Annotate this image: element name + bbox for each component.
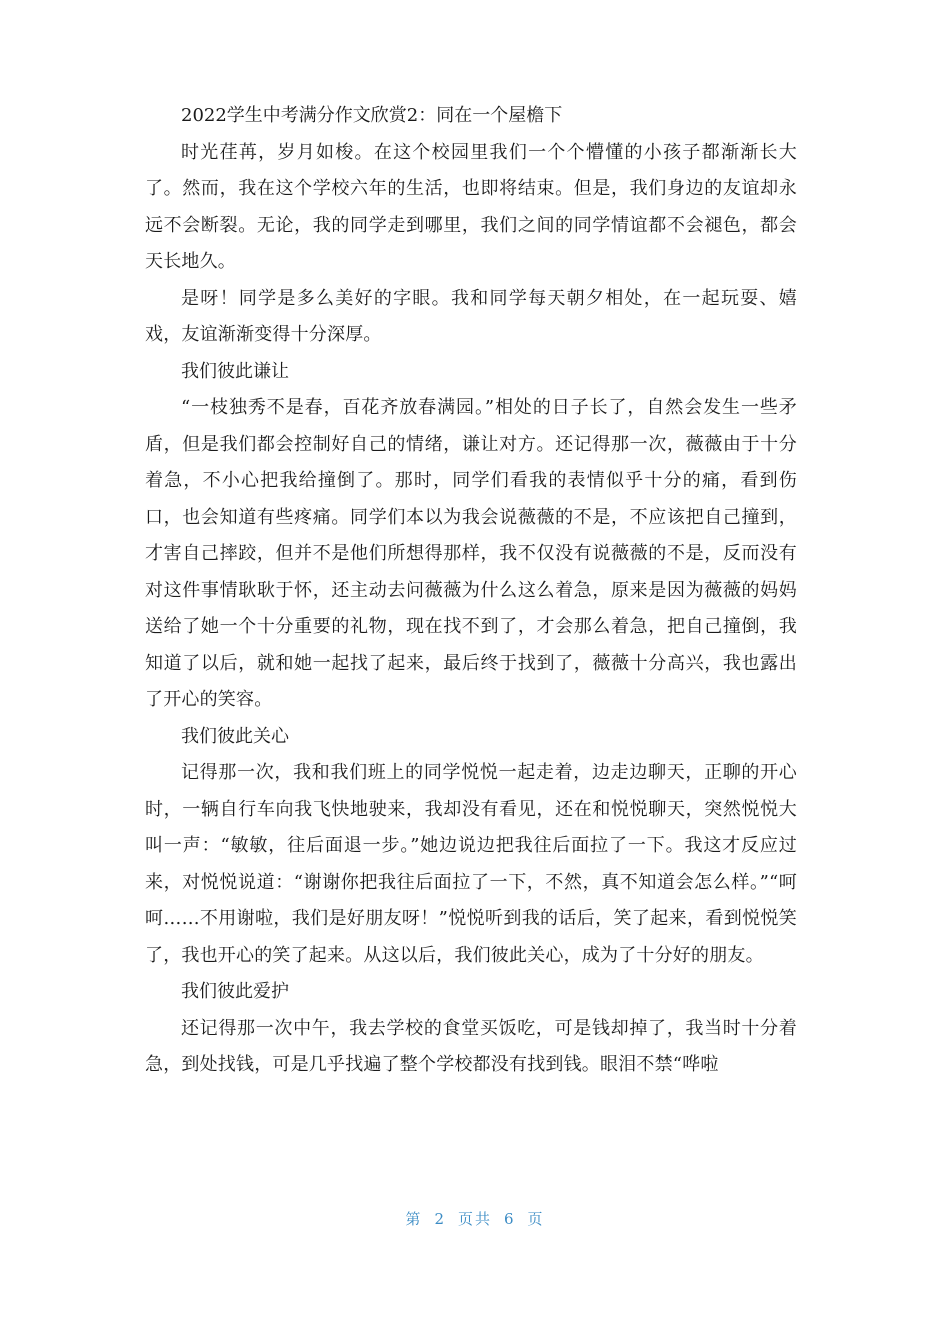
section-heading-modesty: 我们彼此谦让 [181, 360, 289, 382]
document-body [145, 98, 797, 1084]
footer-total-pages: 6 [504, 1210, 516, 1228]
footer-label-of: 页共 [457, 1210, 492, 1228]
page-footer [0, 1208, 950, 1229]
footer-label-end: 页 [527, 1210, 545, 1228]
section-body-protect: 还记得那一次中午，我去学校的食堂买饭吃，可是钱却掉了，我当时十分着急，到处找钱，可是几乎找遍了整个学校都没有找到钱。眼泪不禁“哗啦 [145, 1017, 797, 1075]
footer-current-page: 2 [434, 1210, 446, 1228]
paragraph-intro: 时光荏苒，岁月如梭。在这个校园里我们一个个懵懂的小孩子都渐渐长大了。然而，我在这个学校六年的生活，也即将结束。但是，我们身边的友谊却永远不会断裂。无论，我的同学走到哪里，我们之间的同学情谊都不会褪色，都会天长地久。 [145, 141, 797, 272]
section-body-modesty: “一枝独秀不是春，百花齐放春满园。”相处的日子长了，自然会发生一些矛盾，但是我们都会控制好自己的情绪，谦让对方。还记得那一次，薇薇由于十分着急，不小心把我给撞倒了。那时，同学们看我的表情似乎十分的痛，看到伤口，也会知道有些疼痛。同学们本以为我会说薇薇的不是，不应该把自己撞到，才害自己摔跤，但并不是他们所想得那样，我不仅没有说薇薇的不是，反而没有对这件事情耿耿于怀，还主动去问薇薇为什么这么着急，原来是因为薇薇的妈妈送给了她一个十分重要的礼物，现在找不到了，才会那么着急，把自己撞倒，我知道了以后，就和她一起找了起来，最后终于找到了，薇薇十分高兴，我也露出了开心的笑容。 [145, 397, 797, 710]
paragraph-friendship: 是呀！同学是多么美好的字眼。我和同学每天朝夕相处，在一起玩耍、嬉戏，友谊渐渐变得十分深厚。 [145, 287, 797, 345]
section-heading-protect: 我们彼此爱护 [181, 981, 289, 1002]
section-body-care: 记得那一次，我和我们班上的同学悦悦一起走着，边走边聊天，正聊的开心时，一辆自行车向我飞快地驶来，我却没有看见，还在和悦悦聊天，突然悦悦大叫一声：“敏敏，往后面退一步。”她边说边把我往后面拉了一下。我这才反应过来，对悦悦说道：“谢谢你把我往后面拉了一下，不然，真不知道会怎么样。”“呵呵……不用谢啦，我们是好朋友呀！”悦悦听到我的话后，笑了起来，看到悦悦笑了，我也开心的笑了起来。从这以后，我们彼此关心，成为了十分好的朋友。 [145, 762, 797, 966]
footer-label-page: 第 [405, 1210, 423, 1228]
section-heading-care: 我们彼此关心 [181, 725, 289, 747]
document-title: 2022学生中考满分作文欣赏2：同在一个屋檐下 [181, 105, 563, 126]
